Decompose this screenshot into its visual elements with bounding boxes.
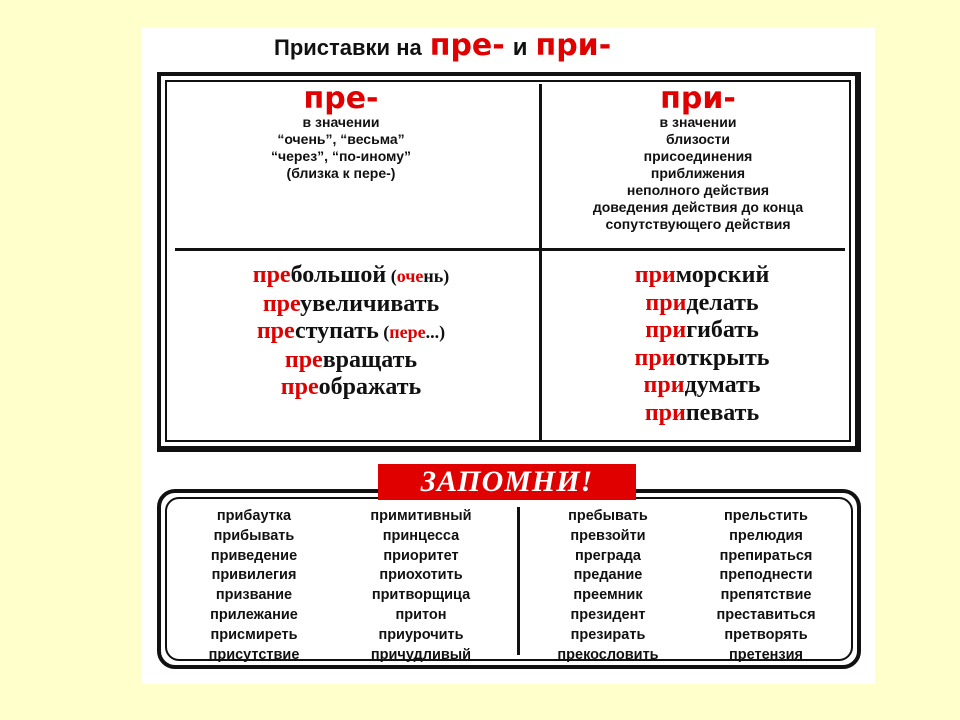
memo-word: препятствие <box>720 587 812 604</box>
example-root: открыть <box>675 344 770 371</box>
memo-word: преемник <box>573 587 643 604</box>
memo-table-divider <box>517 507 520 655</box>
example-prefix: при <box>645 289 687 316</box>
memo-column-pre-2 <box>691 507 841 665</box>
pri-example <box>547 262 857 290</box>
example-prefix: пре <box>262 290 301 317</box>
memo-word: приоритет <box>383 547 459 564</box>
pri-heading: при- <box>660 81 736 116</box>
pri-example <box>547 400 857 428</box>
memo-word: притворщица <box>371 587 471 604</box>
example-root: гибать <box>686 317 759 343</box>
example-prefix: при <box>644 399 686 426</box>
title-and: и <box>512 34 528 61</box>
memo-word: прельстить <box>724 508 808 524</box>
example-root: большой <box>290 262 387 288</box>
remember-banner: ЗАПОМНИ! <box>378 464 636 500</box>
pri-meaning-line: приближения <box>650 165 746 181</box>
pre-example <box>173 291 529 319</box>
memo-table <box>157 489 861 669</box>
pri-meaning-line: неполного действия <box>626 182 770 198</box>
pri-example <box>547 372 857 400</box>
page-title <box>274 28 612 63</box>
memo-word: предание <box>573 567 643 584</box>
pre-example <box>173 347 529 375</box>
pri-meaning-line: сопутствующего действия <box>605 216 791 232</box>
note-rest: нь) <box>423 266 450 286</box>
memo-word: преподнести <box>719 567 813 584</box>
memo-word: прилежание <box>210 606 298 623</box>
pre-example <box>173 374 529 402</box>
example-root: певать <box>685 399 760 426</box>
example-root: ступать <box>294 318 379 344</box>
example-prefix: при <box>634 344 676 371</box>
memo-word: превзойти <box>570 527 646 544</box>
note-prefix: пере <box>389 322 426 342</box>
example-prefix: пре <box>252 262 291 288</box>
example-note <box>386 266 449 286</box>
pre-meaning-cell <box>221 81 461 182</box>
memo-word: присмиреть <box>210 626 298 643</box>
pre-heading: пре- <box>303 81 379 116</box>
pri-example <box>547 290 857 318</box>
example-root: делать <box>686 289 759 316</box>
memo-word: преграда <box>575 547 641 564</box>
memo-word: призвание <box>215 587 293 604</box>
pri-meaning-line: в значении <box>659 114 737 130</box>
memo-word: принцесса <box>382 527 460 544</box>
example-prefix: пре <box>284 346 323 373</box>
pre-meaning-line: (близка к пере-) <box>286 165 396 181</box>
memo-word: прекословить <box>557 646 659 663</box>
rules-table-vertical-divider <box>539 84 542 440</box>
memo-word: присутствие <box>208 646 300 663</box>
note-rest: ...) <box>425 322 446 342</box>
pri-example <box>547 345 857 373</box>
memo-column-pri-1 <box>179 507 329 665</box>
note-open: ( <box>386 266 397 286</box>
title-prefix-text: Приставки на <box>274 35 422 60</box>
pre-example <box>173 262 529 291</box>
pri-meaning-line: присоединения <box>643 148 753 164</box>
example-prefix: пре <box>256 318 295 344</box>
example-root: морский <box>675 262 770 288</box>
memo-column-pre-1 <box>533 507 683 665</box>
pri-meaning-line: близости <box>665 131 731 147</box>
memo-word: препираться <box>719 547 813 564</box>
memo-word: прелюдия <box>729 527 803 544</box>
example-root: увеличивать <box>300 290 440 317</box>
rules-table <box>157 72 861 452</box>
pri-meaning-line: доведения действия до конца <box>592 199 804 215</box>
memo-word: прибывать <box>213 527 295 544</box>
example-root: ображать <box>318 374 422 400</box>
example-root: думать <box>684 372 761 398</box>
example-prefix: пре <box>280 374 319 400</box>
memo-word: президент <box>570 606 646 623</box>
example-prefix: при <box>634 262 676 288</box>
title-pre: пре- <box>429 28 505 63</box>
memo-word: причудливый <box>370 646 472 663</box>
pre-meaning-line: “через”, “по-иному” <box>270 148 412 164</box>
memo-word: привилегия <box>211 567 297 584</box>
memo-word: преставиться <box>716 606 816 623</box>
pri-example <box>547 317 857 345</box>
memo-word: презирать <box>570 626 646 643</box>
pre-examples <box>173 262 529 402</box>
memo-word: приурочить <box>378 626 464 643</box>
memo-word: претензия <box>729 646 803 663</box>
memo-word: притон <box>395 606 447 623</box>
memo-word: примитивный <box>370 508 472 524</box>
pre-meaning-line: в значении <box>302 114 380 130</box>
pri-examples <box>547 262 857 427</box>
memo-word: приохотить <box>379 567 463 584</box>
pre-example <box>173 318 529 347</box>
example-root: вращать <box>322 346 418 373</box>
example-prefix: при <box>643 372 685 398</box>
example-note <box>379 322 445 342</box>
memo-word: пребывать <box>568 508 648 524</box>
memo-word: приведение <box>210 547 298 564</box>
example-prefix: при <box>645 317 687 343</box>
rules-table-horizontal-divider <box>175 248 845 251</box>
pre-meaning-line: “очень”, “весьма” <box>277 131 405 147</box>
memo-column-pri-2 <box>337 507 505 665</box>
note-open: ( <box>378 322 390 342</box>
pri-meaning-cell <box>543 81 853 233</box>
title-pri: при- <box>535 28 612 63</box>
memo-word: прибаутка <box>216 508 292 524</box>
memo-word: претворять <box>724 626 808 643</box>
note-prefix: оче <box>396 266 424 286</box>
